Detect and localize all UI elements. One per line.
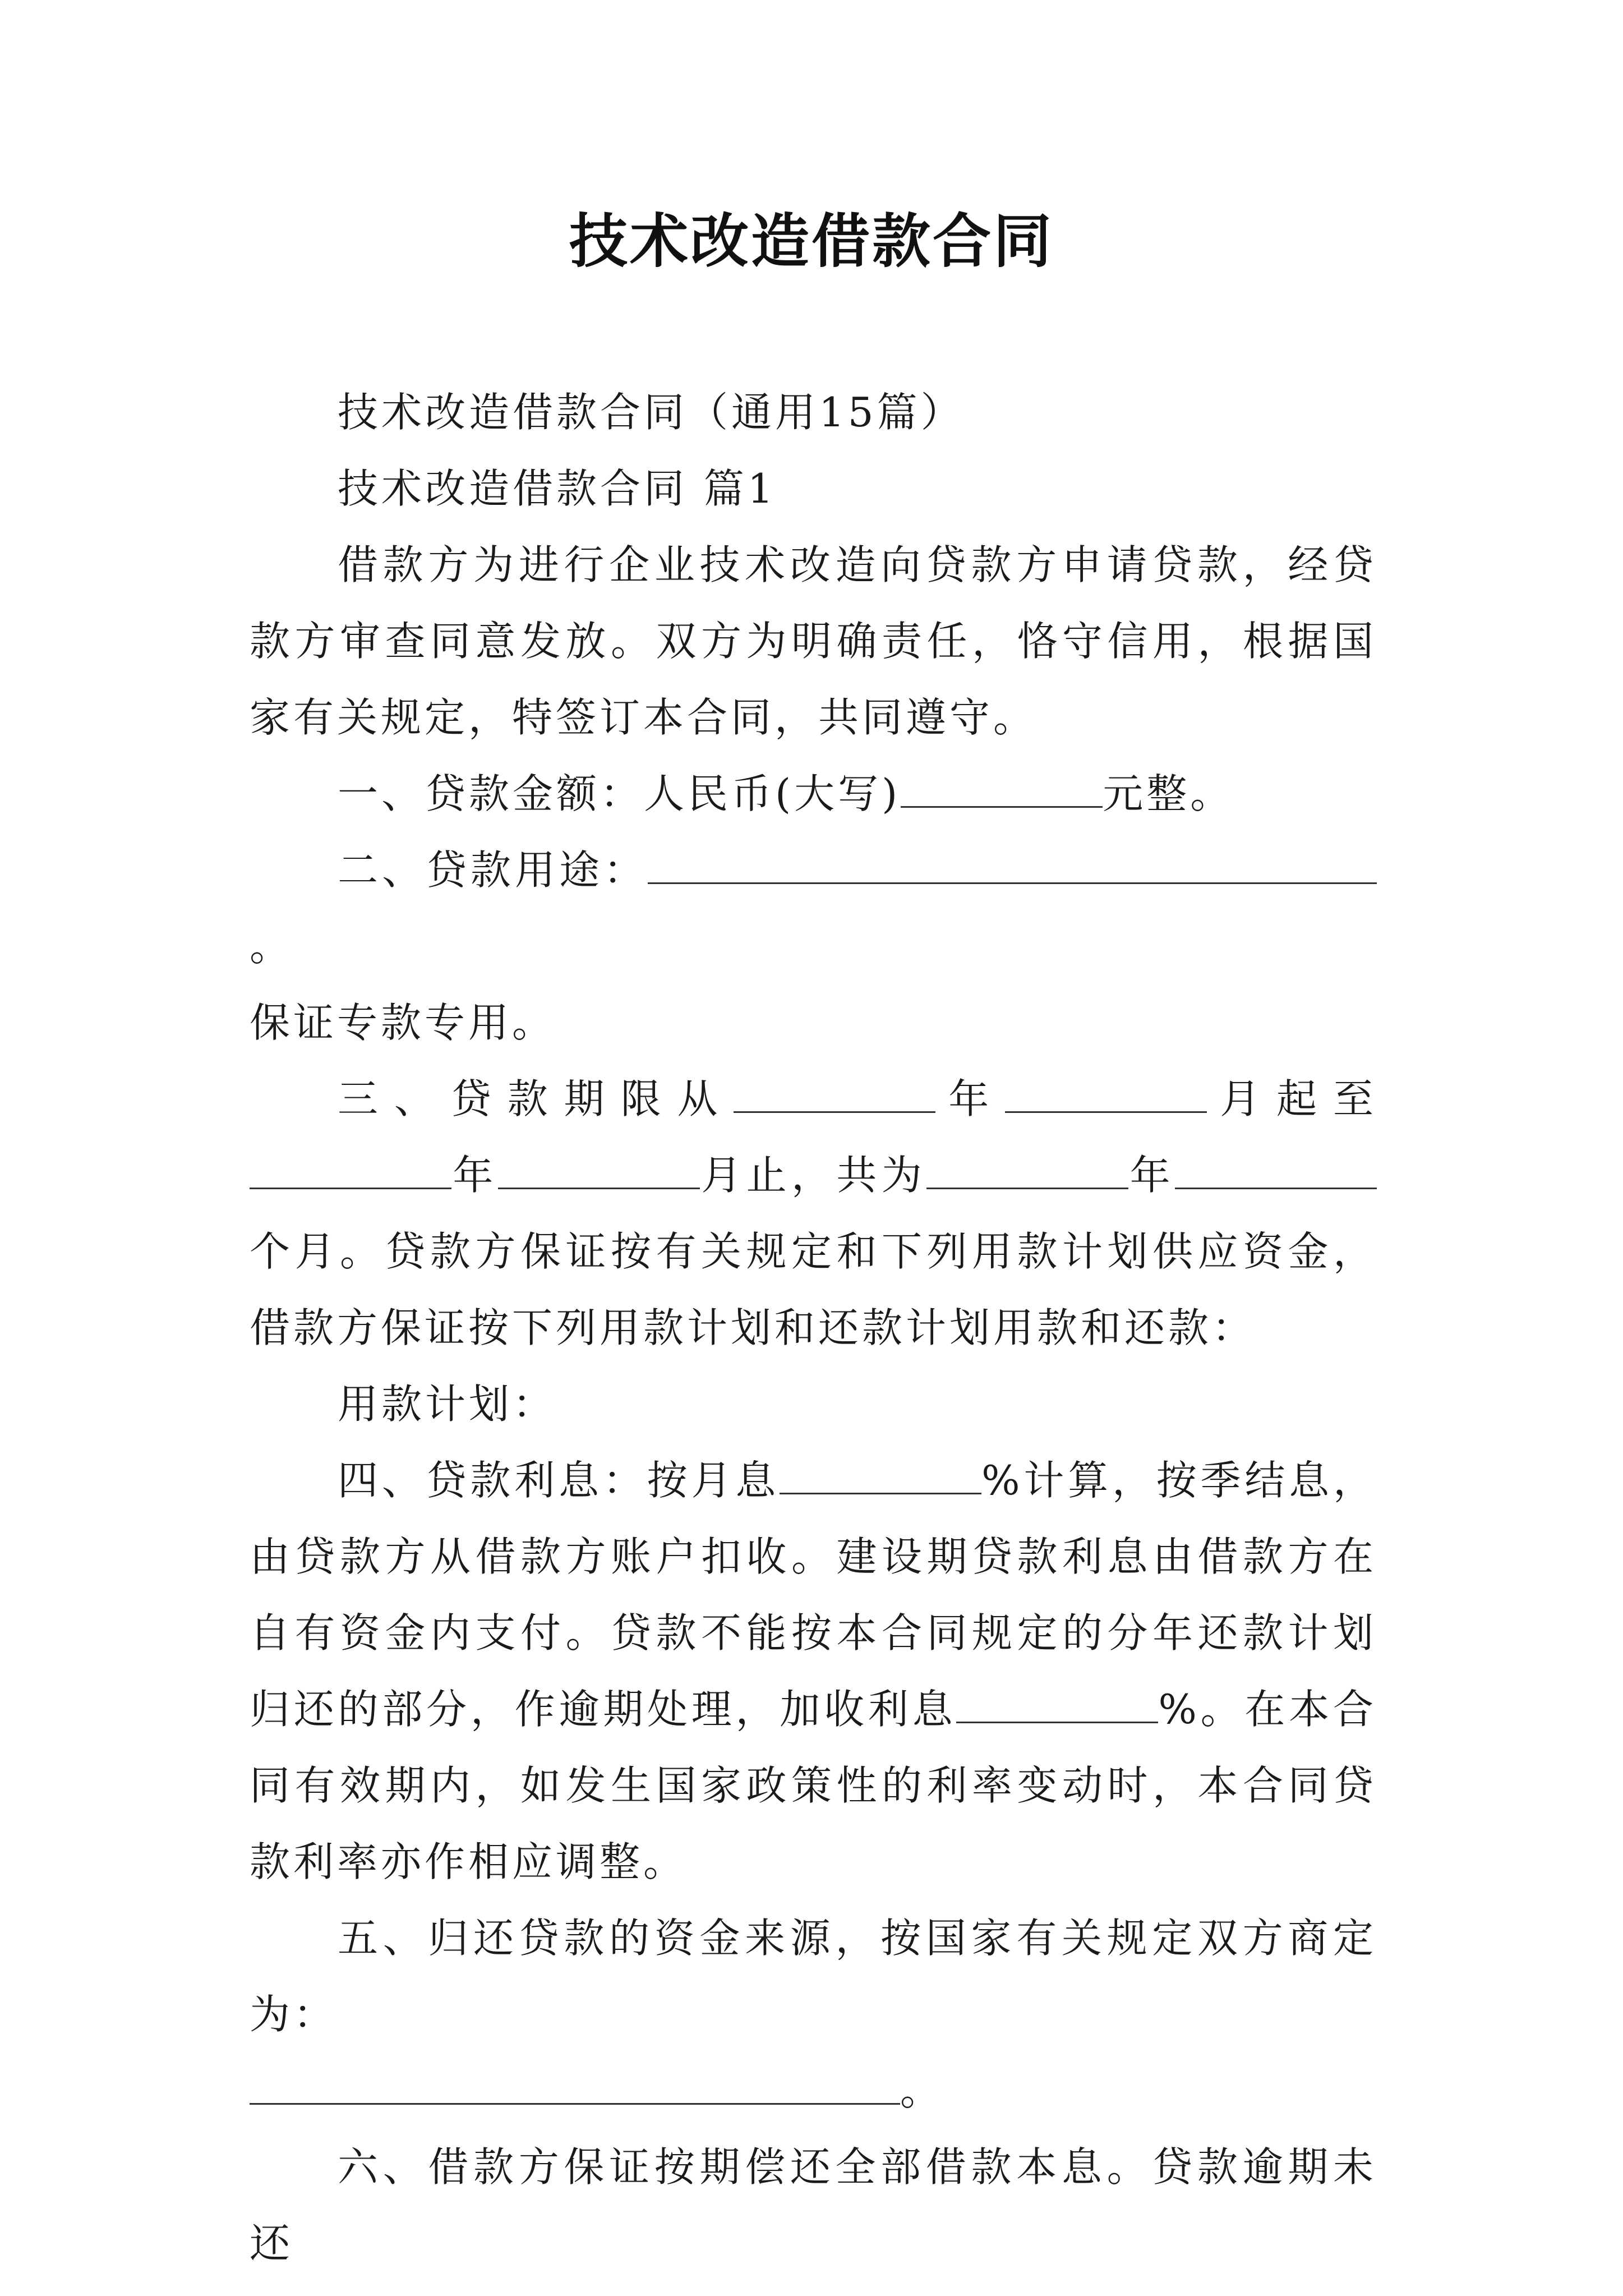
clause-3-year-3: 年 bbox=[1128, 1152, 1175, 1199]
clause-3-text: 三、贷款期限从 bbox=[338, 1075, 734, 1122]
end-month-blank bbox=[498, 1147, 700, 1189]
paragraph-clause-5-cont bbox=[250, 2053, 1377, 2129]
paragraph-clause-6 bbox=[250, 2129, 1377, 2281]
monthly-rate-blank bbox=[780, 1452, 981, 1494]
clause-3-year: 年 bbox=[935, 1075, 1006, 1122]
paragraph-clause-2 bbox=[250, 832, 1377, 984]
clause-2-text-end: 保证专款专用。 bbox=[250, 999, 556, 1046]
clause-2-text: 二、贷款用途： bbox=[338, 846, 648, 894]
paragraph-clause-3 bbox=[250, 1061, 1377, 1366]
subtitle-text: 技术改造借款合同（通用15篇） bbox=[338, 389, 965, 436]
total-months-blank bbox=[1175, 1147, 1377, 1189]
paragraph-usage-plan bbox=[250, 1366, 1377, 1442]
clause-3-text-end: 个月。贷款方保证按有关规定和下列用款计划供应资金，借款方保证按下列用款计划和还款计划用款和还款： bbox=[250, 1228, 1377, 1351]
amount-blank bbox=[901, 766, 1103, 808]
preamble-text: 借款方为进行企业技术改造向贷款方申请贷款，经贷款方审查同意发放。双方为明确责任，恪守信用，根据国家有关规定，特签订本合同，共同遵守。 bbox=[250, 541, 1377, 741]
clause-5-text: 五、归还贷款的资金来源，按国家有关规定双方商定为： bbox=[250, 1915, 1377, 2038]
purpose-blank bbox=[648, 842, 1377, 884]
usage-plan-text: 用款计划： bbox=[338, 1381, 557, 1428]
clause-3-month-total: 月止，共为 bbox=[699, 1152, 927, 1199]
paragraph-section-heading bbox=[250, 450, 1377, 527]
clause-5-period: 。 bbox=[900, 2067, 944, 2114]
section-heading-text: 技术改造借款合同 篇1 bbox=[338, 465, 777, 512]
document-body bbox=[250, 374, 1377, 2281]
clause-4-text: 四、贷款利息：按月息 bbox=[338, 1457, 780, 1504]
paragraph-clause-1 bbox=[250, 756, 1377, 832]
paragraph-preamble bbox=[250, 527, 1377, 756]
clause-3-year-2: 年 bbox=[451, 1152, 498, 1199]
clause-2-period: 。 bbox=[250, 923, 294, 970]
paragraph-subtitle bbox=[250, 374, 1377, 450]
clause-1-text-end: 元整。 bbox=[1103, 770, 1234, 817]
paragraph-clause-2-cont bbox=[250, 984, 1377, 1061]
clause-4-text-mid: %计算，按季结息，由贷款方从借款方账户扣收。建设期贷款利息由借款方在自有资金内支付。贷款不能按本合同规定的分年还款计划归还的部分，作逾期处理，加收利息 bbox=[250, 1457, 1377, 1733]
clause-3-month-until: 月起至 bbox=[1207, 1075, 1377, 1122]
clause-6-text: 六、借款方保证按期偿还全部借款本息。贷款逾期未还 bbox=[250, 2143, 1377, 2267]
paragraph-clause-5 bbox=[250, 1900, 1377, 2053]
end-year-blank bbox=[250, 1147, 451, 1189]
total-years-blank bbox=[926, 1147, 1128, 1189]
clause-4-text-end: %。在本合同有效期内，如发生国家政策性的利率变动时，本合同贷款利率亦作相应调整。 bbox=[250, 1686, 1377, 1885]
document-title: 技术改造借款合同 bbox=[569, 206, 1054, 275]
start-year-blank bbox=[734, 1071, 935, 1113]
paragraph-clause-4 bbox=[250, 1442, 1377, 1900]
overdue-rate-blank bbox=[956, 1681, 1158, 1723]
clause-1-text: 一、贷款金额：人民币(大写) bbox=[338, 770, 901, 817]
start-month-blank bbox=[1005, 1071, 1207, 1113]
repayment-source-blank bbox=[250, 2063, 900, 2105]
